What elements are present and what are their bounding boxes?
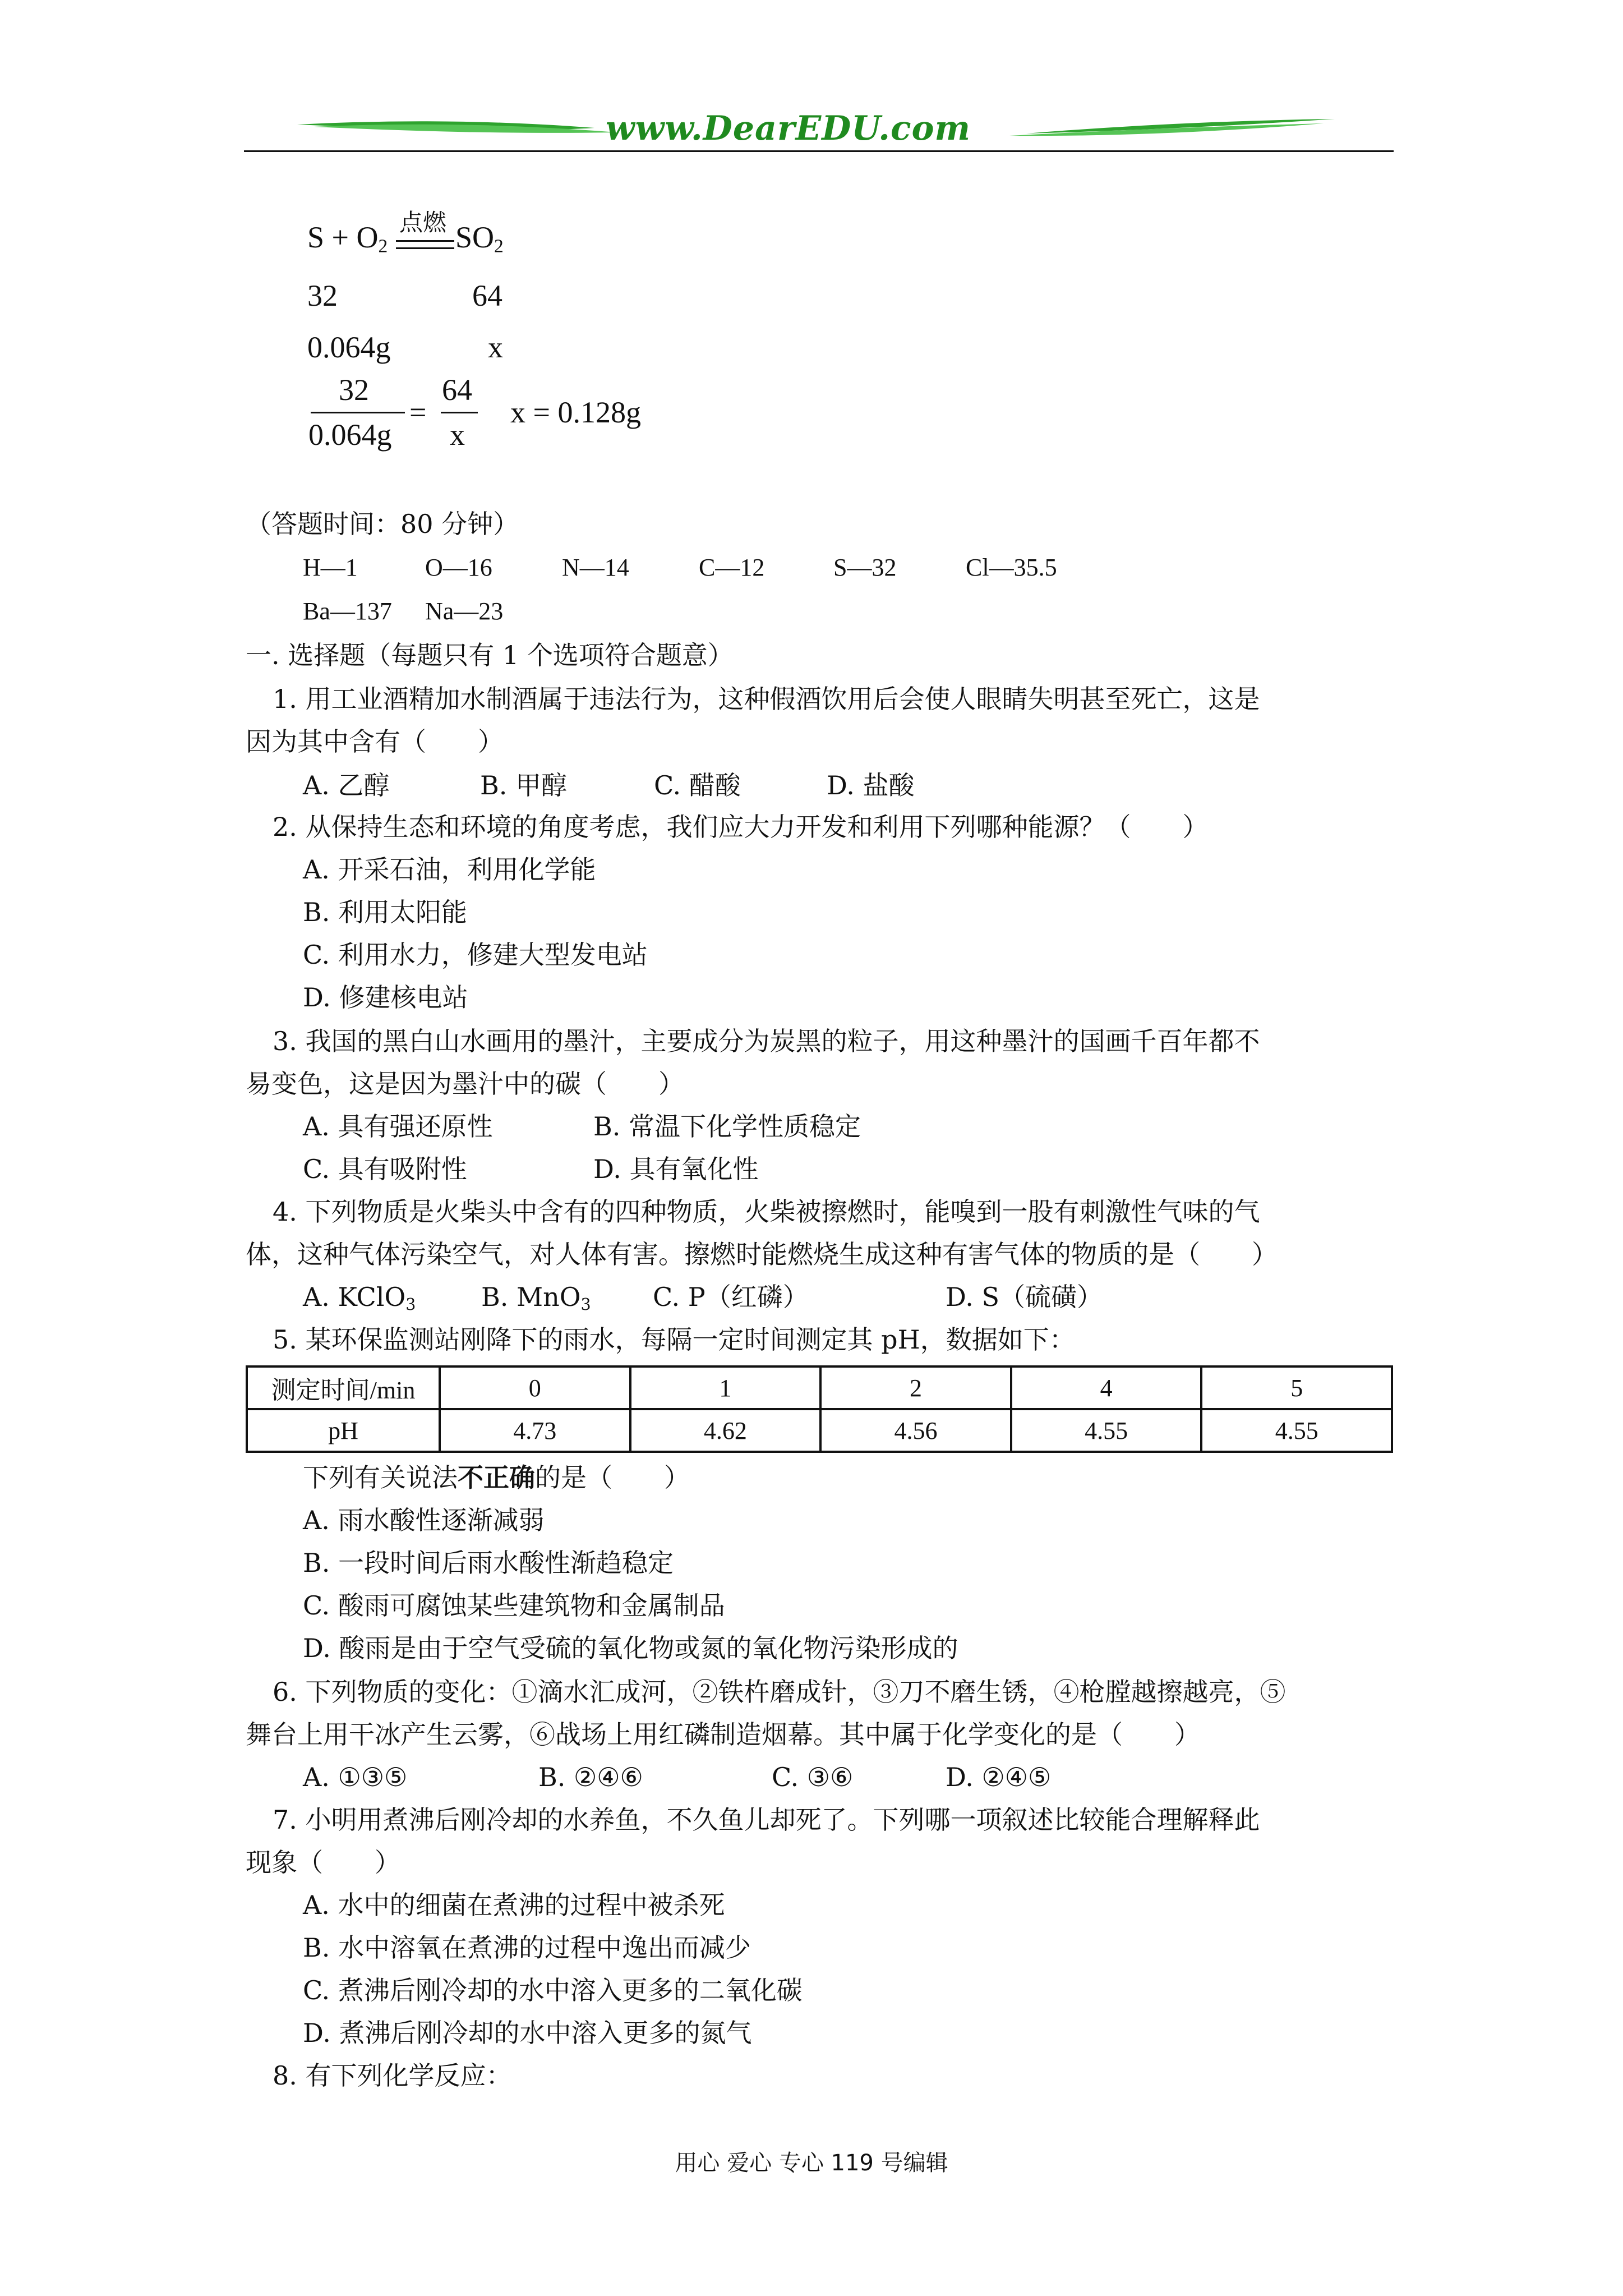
- table-header-ph: pH: [247, 1409, 440, 1452]
- reaction-double-line: [396, 240, 454, 249]
- q8-line-1: 8. 有下列化学反应：: [273, 2060, 512, 2091]
- table-cell: 0: [440, 1366, 630, 1409]
- q7-option-c: C. 煮沸后刚冷却的水中溶入更多的二氧化碳: [303, 1975, 803, 2005]
- q4-option-d: D. S（硫磺）: [946, 1282, 1103, 1312]
- reaction-condition: 点燃: [399, 209, 447, 236]
- table-row: [247, 1409, 1392, 1452]
- mass-s: 32: [307, 279, 338, 312]
- q1-line-1: 1. 用工业酒精加水制酒属于违法行为，这种假酒饮用后会使人眼睛失明甚至死亡，这是: [273, 684, 1260, 714]
- q3-option-b: B. 常温下化学性质稳定: [593, 1111, 861, 1142]
- q1-option-d: D. 盐酸: [827, 770, 915, 800]
- equation-reaction: $S + O_2$: [307, 220, 388, 257]
- equals-sign: =: [409, 395, 427, 429]
- q4-line-2: 体，这种气体污染空气，对人体有害。擦燃时能燃烧生成这种有害气体的物质的是（ ）: [246, 1239, 1278, 1269]
- q3-line-2: 易变色，这是因为墨汁中的碳（ ）: [246, 1069, 684, 1099]
- q3-line-1: 3. 我国的黑白山水画用的墨汁，主要成分为炭黑的粒子，用这种墨汁的国画千百年都不: [273, 1026, 1260, 1056]
- table-cell: 4.62: [630, 1409, 821, 1452]
- q7-option-a: A. 水中的细菌在煮沸的过程中被杀死: [303, 1890, 725, 1920]
- atomic-mass-ba: Ba—137: [303, 597, 392, 625]
- fraction-1-numerator: 32: [339, 373, 369, 407]
- atomic-mass-s: S—32: [833, 554, 897, 581]
- atomic-mass-na: Na—23: [425, 597, 504, 625]
- table-cell: 1: [630, 1366, 821, 1409]
- header-logo: [280, 107, 1346, 151]
- q6-option-c: C. ③⑥: [772, 1762, 854, 1792]
- table-cell: 4.73: [440, 1409, 630, 1452]
- table-cell: 4: [1011, 1366, 1202, 1409]
- equation-result: x = 0.128g: [510, 395, 641, 429]
- q5-stem: 下列有关说法不正确的是（ ）: [303, 1462, 690, 1493]
- atomic-mass-n: N—14: [562, 554, 629, 581]
- fraction-1-denominator: 0.064g: [308, 418, 392, 452]
- q6-line-2: 舞台上用干冰产生云雾，⑥战场上用红磷制造烟幕。其中属于化学变化的是（ ）: [246, 1719, 1200, 1750]
- equation-product: $SO_2$: [455, 220, 504, 257]
- table-cell: 5: [1201, 1366, 1392, 1409]
- atomic-mass-c: C—12: [699, 554, 765, 581]
- time-note: （答题时间：80 分钟）: [246, 509, 519, 539]
- table-cell: 4.56: [820, 1409, 1011, 1452]
- fraction-2-bar: [441, 412, 478, 413]
- q2-option-c: C. 利用水力，修建大型发电站: [303, 940, 648, 970]
- q1-option-a: A. 乙醇: [303, 770, 390, 800]
- q6-option-a: A. ①③⑤: [303, 1762, 408, 1792]
- q3-option-a: A. 具有强还原性: [303, 1111, 493, 1142]
- atomic-mass-h: H—1: [303, 554, 358, 581]
- q2-option-a: A. 开采石油，利用化学能: [303, 854, 596, 885]
- unknown-mass: x: [488, 330, 503, 364]
- q7-option-b: B. 水中溶氧在煮沸的过程中逸出而减少: [303, 1932, 751, 1963]
- table-cell: 4.55: [1201, 1409, 1392, 1452]
- ph-data-table: [246, 1365, 1393, 1453]
- q2-option-b: B. 利用太阳能: [303, 897, 468, 927]
- atomic-mass-cl: Cl—35.5: [966, 554, 1057, 581]
- q7-option-d: D. 煮沸后刚冷却的水中溶入更多的氮气: [303, 2018, 752, 2048]
- fraction-1-bar: [311, 412, 405, 413]
- fraction-2-numerator: 64: [442, 373, 472, 407]
- q3-option-d: D. 具有氧化性: [593, 1154, 759, 1184]
- q4-line-1: 4. 下列物质是火柴头中含有的四种物质，火柴被擦燃时，能嗅到一股有刺激性气味的气: [273, 1197, 1260, 1227]
- table-row: [247, 1366, 1392, 1409]
- table-cell: 2: [820, 1366, 1011, 1409]
- q7-line-1: 7. 小明用煮沸后刚冷却的水养鱼，不久鱼儿却死了。下列哪一项叙述比较能合理解释此: [273, 1805, 1260, 1835]
- atomic-mass-o: O—16: [425, 554, 492, 581]
- q5-option-c: C. 酸雨可腐蚀某些建筑物和金属制品: [303, 1590, 725, 1621]
- q4-option-b: B. MnO$_3$: [481, 1282, 591, 1314]
- table-cell: 4.55: [1011, 1409, 1202, 1452]
- q5-stem-emphasis: 不正确: [458, 1462, 535, 1493]
- section-title: 一. 选择题（每题只有 1 个选项符合题意）: [246, 640, 734, 670]
- logo-text: www.DearEDU.com: [606, 109, 971, 148]
- q6-option-d: D. ②④⑤: [946, 1762, 1052, 1792]
- mass-so2: 64: [472, 279, 502, 312]
- fraction-2-denominator: x: [450, 418, 465, 452]
- q1-option-b: B. 甲醇: [480, 770, 568, 800]
- q1-line-2: 因为其中含有（ ）: [246, 726, 504, 757]
- table-header-time: 测定时间/min: [247, 1366, 440, 1409]
- q2-option-d: D. 修建核电站: [303, 982, 468, 1013]
- q4-option-a: A. KClO$_3$: [303, 1282, 416, 1314]
- q3-option-c: C. 具有吸附性: [303, 1154, 467, 1184]
- given-mass: 0.064g: [307, 330, 391, 364]
- q5-line-1: 5. 某环保监测站刚降下的雨水，每隔一定时间测定其 pH，数据如下：: [273, 1324, 1075, 1355]
- q2-line-1: 2. 从保持生态和环境的角度考虑，我们应大力开发和利用下列哪种能源？（ ）: [273, 812, 1209, 842]
- q5-option-d: D. 酸雨是由于空气受硫的氧化物或氮的氧化物污染形成的: [303, 1633, 958, 1663]
- q7-line-2: 现象（ ）: [246, 1847, 400, 1878]
- q5-option-a: A. 雨水酸性逐渐减弱: [303, 1505, 545, 1535]
- q6-option-b: B. ②④⑥: [538, 1762, 643, 1792]
- q4-option-c: C. P（红磷）: [653, 1282, 809, 1312]
- q5-option-b: B. 一段时间后雨水酸性渐趋稳定: [303, 1548, 674, 1578]
- header-divider: [244, 150, 1394, 152]
- page-footer: 用心 爱心 专心 119 号编辑: [675, 2150, 948, 2176]
- q6-line-1: 6. 下列物质的变化：①滴水汇成河，②铁杵磨成针，③刀不磨生锈，④枪膛越擦越亮，⑤: [273, 1677, 1286, 1707]
- q1-option-c: C. 醋酸: [654, 770, 741, 800]
